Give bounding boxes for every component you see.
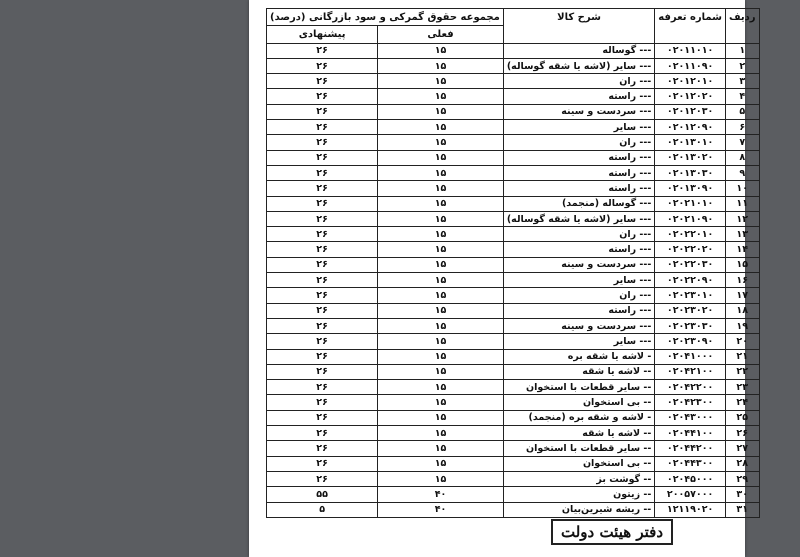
office-stamp: دفتر هیئت دولت <box>551 519 673 545</box>
description-cell: - لاشه و شقه بره (منجمد) <box>503 410 654 425</box>
table-row <box>267 150 760 165</box>
description-cell: --- راسته <box>503 303 654 318</box>
row-number-cell: ۱۸ <box>725 303 759 318</box>
proposed-rate-cell: ۲۶ <box>267 104 378 119</box>
proposed-rate-cell: ۲۶ <box>267 120 378 135</box>
proposed-rate-cell: ۲۶ <box>267 426 378 441</box>
row-number-cell: ۹ <box>725 165 759 180</box>
proposed-rate-cell: ۲۶ <box>267 227 378 242</box>
table-row <box>267 43 760 58</box>
table-row <box>267 502 760 517</box>
table-row <box>267 181 760 196</box>
row-number-cell: ۷ <box>725 135 759 150</box>
tariff-code-cell: ۲۰۰۵۷۰۰۰ <box>655 487 726 502</box>
tariff-code-cell: ۰۲۰۴۲۳۰۰ <box>655 395 726 410</box>
proposed-rate-cell: ۲۶ <box>267 211 378 226</box>
current-rate-cell: ۴۰ <box>378 487 504 502</box>
description-cell: -- سایر قطعات با استخوان <box>503 441 654 456</box>
tariff-code-cell: ۰۲۰۲۳۰۳۰ <box>655 318 726 333</box>
table-row <box>267 471 760 486</box>
current-rate-cell: ۱۵ <box>378 410 504 425</box>
tariff-table-body <box>267 43 760 517</box>
description-cell: --- گوساله (منجمد) <box>503 196 654 211</box>
current-rate-cell: ۱۵ <box>378 364 504 379</box>
current-rate-cell: ۱۵ <box>378 74 504 89</box>
description-cell: --- سایر <box>503 273 654 288</box>
description-cell: -- بی استخوان <box>503 395 654 410</box>
row-number-cell: ۱۷ <box>725 288 759 303</box>
row-number-cell: ۳۰ <box>725 487 759 502</box>
table-row <box>267 196 760 211</box>
description-cell: -- بی استخوان <box>503 456 654 471</box>
row-number-cell: ۲۱ <box>725 349 759 364</box>
proposed-rate-cell: ۲۶ <box>267 74 378 89</box>
current-rate-cell: ۱۵ <box>378 334 504 349</box>
header-current: فعلی <box>378 26 504 43</box>
description-cell: --- راسته <box>503 242 654 257</box>
description-cell: -- گوشت بز <box>503 471 654 486</box>
current-rate-cell: ۱۵ <box>378 303 504 318</box>
row-number-cell: ۱۰ <box>725 181 759 196</box>
description-cell: -- ریشه شیرین‌بیان <box>503 502 654 517</box>
description-cell: --- راسته <box>503 89 654 104</box>
current-rate-cell: ۱۵ <box>378 227 504 242</box>
table-row <box>267 441 760 456</box>
table-row <box>267 349 760 364</box>
header-proposed: پیشنهادی <box>267 26 378 43</box>
table-row <box>267 426 760 441</box>
tariff-code-cell: ۰۲۰۲۲۰۳۰ <box>655 257 726 272</box>
tariff-code-cell: ۰۲۰۱۳۰۱۰ <box>655 135 726 150</box>
table-row <box>267 273 760 288</box>
row-number-cell: ۲۳ <box>725 380 759 395</box>
proposed-rate-cell: ۲۶ <box>267 303 378 318</box>
table-row <box>267 242 760 257</box>
description-cell: -- سایر قطعات با استخوان <box>503 380 654 395</box>
current-rate-cell: ۱۵ <box>378 120 504 135</box>
table-row <box>267 89 760 104</box>
proposed-rate-cell: ۲۶ <box>267 43 378 58</box>
tariff-code-cell: ۰۲۰۲۱۰۱۰ <box>655 196 726 211</box>
row-number-cell: ۴ <box>725 89 759 104</box>
tariff-code-cell: ۱۲۱۱۹۰۲۰ <box>655 502 726 517</box>
proposed-rate-cell: ۲۶ <box>267 150 378 165</box>
tariff-code-cell: ۰۲۰۱۲۰۱۰ <box>655 74 726 89</box>
table-row <box>267 318 760 333</box>
table-row <box>267 165 760 180</box>
tariff-code-cell: ۰۲۰۴۳۰۰۰ <box>655 410 726 425</box>
row-number-cell: ۲۵ <box>725 410 759 425</box>
proposed-rate-cell: ۵۵ <box>267 487 378 502</box>
row-number-cell: ۱۲ <box>725 211 759 226</box>
tariff-code-cell: ۰۲۰۱۳۰۲۰ <box>655 150 726 165</box>
proposed-rate-cell: ۲۶ <box>267 380 378 395</box>
row-number-cell: ۲۶ <box>725 426 759 441</box>
tariff-code-cell: ۰۲۰۱۱۰۹۰ <box>655 58 726 73</box>
row-number-cell: ۱۳ <box>725 227 759 242</box>
header-row-number: ردیف <box>725 9 759 44</box>
row-number-cell: ۸ <box>725 150 759 165</box>
current-rate-cell: ۱۵ <box>378 471 504 486</box>
description-cell: --- ران <box>503 227 654 242</box>
table-row <box>267 303 760 318</box>
current-rate-cell: ۱۵ <box>378 58 504 73</box>
table-row <box>267 227 760 242</box>
row-number-cell: ۶ <box>725 120 759 135</box>
table-row <box>267 58 760 73</box>
description-cell: --- سردست و سینه <box>503 104 654 119</box>
tariff-code-cell: ۰۲۰۲۲۰۱۰ <box>655 227 726 242</box>
current-rate-cell: ۱۵ <box>378 150 504 165</box>
row-number-cell: ۳ <box>725 74 759 89</box>
current-rate-cell: ۱۵ <box>378 273 504 288</box>
current-rate-cell: ۱۵ <box>378 380 504 395</box>
description-cell: --- سایر (لاشه یا شقه گوساله) <box>503 211 654 226</box>
row-number-cell: ۱۶ <box>725 273 759 288</box>
tariff-code-cell: ۰۲۰۱۲۰۹۰ <box>655 120 726 135</box>
tariff-code-cell: ۰۲۰۴۲۱۰۰ <box>655 364 726 379</box>
tariff-code-cell: ۰۲۰۱۳۰۳۰ <box>655 165 726 180</box>
description-cell: --- سایر (لاشه یا شقه گوساله) <box>503 58 654 73</box>
proposed-rate-cell: ۲۶ <box>267 364 378 379</box>
row-number-cell: ۲۹ <box>725 471 759 486</box>
current-rate-cell: ۱۵ <box>378 181 504 196</box>
description-cell: --- سردست و سینه <box>503 257 654 272</box>
current-rate-cell: ۱۵ <box>378 196 504 211</box>
current-rate-cell: ۱۵ <box>378 242 504 257</box>
table-row <box>267 288 760 303</box>
table-row <box>267 74 760 89</box>
proposed-rate-cell: ۲۶ <box>267 410 378 425</box>
row-number-cell: ۲۰ <box>725 334 759 349</box>
description-cell: --- سایر <box>503 334 654 349</box>
tariff-code-cell: ۰۲۰۴۴۲۰۰ <box>655 441 726 456</box>
proposed-rate-cell: ۲۶ <box>267 349 378 364</box>
table-row <box>267 456 760 471</box>
tariff-code-cell: ۰۲۰۱۲۰۲۰ <box>655 89 726 104</box>
current-rate-cell: ۱۵ <box>378 211 504 226</box>
proposed-rate-cell: ۲۶ <box>267 288 378 303</box>
tariff-code-cell: ۰۲۰۴۴۱۰۰ <box>655 426 726 441</box>
tariff-code-cell: ۰۲۰۱۳۰۹۰ <box>655 181 726 196</box>
current-rate-cell: ۱۵ <box>378 165 504 180</box>
row-number-cell: ۳۱ <box>725 502 759 517</box>
current-rate-cell: ۴۰ <box>378 502 504 517</box>
current-rate-cell: ۱۵ <box>378 43 504 58</box>
table-row <box>267 135 760 150</box>
current-rate-cell: ۱۵ <box>378 318 504 333</box>
tariff-code-cell: ۰۲۰۱۱۰۱۰ <box>655 43 726 58</box>
tariff-code-cell: ۰۲۰۲۳۰۱۰ <box>655 288 726 303</box>
row-number-cell: ۱ <box>725 43 759 58</box>
header-description: شرح کالا <box>503 9 654 44</box>
header-duty-group: مجموعه حقوق گمرکی و سود بازرگانی (درصد) <box>267 9 504 26</box>
description-cell: --- سایر <box>503 120 654 135</box>
current-rate-cell: ۱۵ <box>378 441 504 456</box>
description-cell: --- گوساله <box>503 43 654 58</box>
description-cell: --- راسته <box>503 181 654 196</box>
current-rate-cell: ۱۵ <box>378 456 504 471</box>
tariff-code-cell: ۰۲۰۲۱۰۹۰ <box>655 211 726 226</box>
description-cell: --- ران <box>503 74 654 89</box>
proposed-rate-cell: ۲۶ <box>267 395 378 410</box>
current-rate-cell: ۱۵ <box>378 349 504 364</box>
description-cell: - لاشه یا شقه بره <box>503 349 654 364</box>
tariff-code-cell: ۰۲۰۴۴۳۰۰ <box>655 456 726 471</box>
description-cell: --- راسته <box>503 150 654 165</box>
tariff-code-cell: ۰۲۰۲۲۰۹۰ <box>655 273 726 288</box>
row-number-cell: ۱۱ <box>725 196 759 211</box>
proposed-rate-cell: ۲۶ <box>267 441 378 456</box>
proposed-rate-cell: ۲۶ <box>267 165 378 180</box>
current-rate-cell: ۱۵ <box>378 257 504 272</box>
proposed-rate-cell: ۲۶ <box>267 334 378 349</box>
row-number-cell: ۱۴ <box>725 242 759 257</box>
description-cell: --- ران <box>503 135 654 150</box>
row-number-cell: ۲۲ <box>725 364 759 379</box>
tariff-code-cell: ۰۲۰۲۳۰۹۰ <box>655 334 726 349</box>
proposed-rate-cell: ۵ <box>267 502 378 517</box>
tariff-code-cell: ۰۲۰۲۳۰۲۰ <box>655 303 726 318</box>
table-row <box>267 395 760 410</box>
tariff-code-cell: ۰۲۰۴۵۰۰۰ <box>655 471 726 486</box>
proposed-rate-cell: ۲۶ <box>267 456 378 471</box>
row-number-cell: ۵ <box>725 104 759 119</box>
description-cell: -- زیتون <box>503 487 654 502</box>
table-row <box>267 257 760 272</box>
description-cell: -- لاشه یا شقه <box>503 426 654 441</box>
proposed-rate-cell: ۲۶ <box>267 181 378 196</box>
current-rate-cell: ۱۵ <box>378 395 504 410</box>
table-row <box>267 104 760 119</box>
header-tariff-code: شماره تعرفه <box>655 9 726 44</box>
table-row <box>267 487 760 502</box>
proposed-rate-cell: ۲۶ <box>267 318 378 333</box>
table-row <box>267 120 760 135</box>
tariff-table <box>266 8 760 518</box>
row-number-cell: ۱۵ <box>725 257 759 272</box>
row-number-cell: ۲۸ <box>725 456 759 471</box>
proposed-rate-cell: ۲۶ <box>267 196 378 211</box>
row-number-cell: ۱۹ <box>725 318 759 333</box>
tariff-code-cell: ۰۲۰۴۱۰۰۰ <box>655 349 726 364</box>
description-cell: --- راسته <box>503 165 654 180</box>
table-row <box>267 211 760 226</box>
current-rate-cell: ۱۵ <box>378 135 504 150</box>
table-row <box>267 410 760 425</box>
row-number-cell: ۲ <box>725 58 759 73</box>
proposed-rate-cell: ۲۶ <box>267 242 378 257</box>
table-row <box>267 364 760 379</box>
proposed-rate-cell: ۲۶ <box>267 135 378 150</box>
proposed-rate-cell: ۲۶ <box>267 89 378 104</box>
tariff-code-cell: ۰۲۰۲۲۰۲۰ <box>655 242 726 257</box>
description-cell: -- لاشه یا شقه <box>503 364 654 379</box>
proposed-rate-cell: ۲۶ <box>267 471 378 486</box>
current-rate-cell: ۱۵ <box>378 89 504 104</box>
description-cell: --- سردست و سینه <box>503 318 654 333</box>
row-number-cell: ۲۴ <box>725 395 759 410</box>
document-page <box>249 0 756 557</box>
description-cell: --- ران <box>503 288 654 303</box>
current-rate-cell: ۱۵ <box>378 426 504 441</box>
proposed-rate-cell: ۲۶ <box>267 273 378 288</box>
current-rate-cell: ۱۵ <box>378 288 504 303</box>
tariff-code-cell: ۰۲۰۱۲۰۳۰ <box>655 104 726 119</box>
current-rate-cell: ۱۵ <box>378 104 504 119</box>
tariff-code-cell: ۰۲۰۴۲۲۰۰ <box>655 380 726 395</box>
table-row <box>267 380 760 395</box>
proposed-rate-cell: ۲۶ <box>267 58 378 73</box>
row-number-cell: ۲۷ <box>725 441 759 456</box>
proposed-rate-cell: ۲۶ <box>267 257 378 272</box>
table-row <box>267 334 760 349</box>
